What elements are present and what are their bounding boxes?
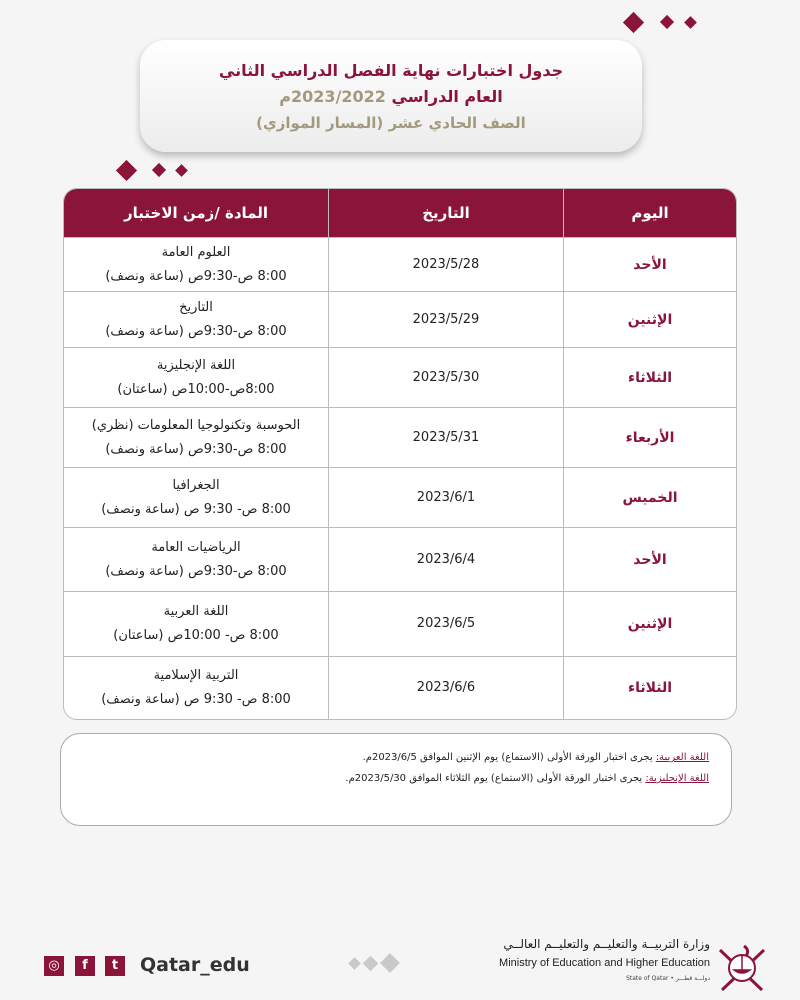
exam-time: 8:00 ص-9:30ص (ساعة ونصف) [105, 441, 287, 457]
cell-date: 2023/6/6 [329, 656, 564, 719]
decor-diamond [175, 164, 188, 177]
note-label: اللغة الإنجليزية: [645, 773, 709, 784]
facebook-icon[interactable]: f [75, 956, 95, 976]
table-row [64, 347, 736, 407]
title: جدول اختبارات نهاية الفصل الدراسي الثاني [218, 61, 564, 80]
instagram-icon[interactable]: ◎ [44, 956, 64, 976]
table-row [64, 467, 736, 527]
exam-time: 8:00 ص- 10:00ص (ساعتان) [113, 628, 279, 643]
subject-name: الحوسبة وتكنولوجيا المعلومات (نظري) [91, 417, 301, 433]
exam-time: 8:00 ص- 9:30 ص (ساعة ونصف) [101, 692, 291, 707]
cell-date: 2023/5/28 [329, 237, 564, 291]
note-text: يجرى اختبار الورقة الأولى (الاستماع) يوم الثلاثاء الموافق 2023/5/30م. [345, 773, 646, 784]
cell-subject [64, 407, 329, 467]
academic-year [140, 84, 642, 110]
cell-date: 2023/6/5 [329, 591, 564, 656]
cell-subject [64, 291, 329, 347]
column-header-day: اليوم [564, 189, 736, 237]
cell-day: الأحد [564, 527, 736, 591]
note-text: يجرى اختبار الورقة الأولى (الاستماع) يوم الإثنين الموافق 2023/6/5م. [362, 752, 656, 763]
table-row [64, 237, 736, 291]
decor-diamond [660, 15, 674, 29]
cell-day: الخميس [564, 467, 736, 527]
decor-diamond [116, 160, 137, 181]
cell-date: 2023/5/31 [329, 407, 564, 467]
subject-name: الرياضيات العامة [151, 539, 241, 555]
note-english [83, 773, 709, 784]
exam-time: 8:00 ص-9:30ص (ساعة ونصف) [105, 323, 287, 339]
cell-date: 2023/5/29 [329, 291, 564, 347]
decor-diamond [380, 953, 400, 973]
decor-diamond [348, 957, 361, 970]
cell-subject [64, 527, 329, 591]
cell-date: 2023/5/30 [329, 347, 564, 407]
exam-time: 8:00 ص-9:30ص (ساعة ونصف) [105, 268, 287, 284]
decor-diamond [623, 12, 644, 33]
cell-subject [64, 591, 329, 656]
twitter-icon[interactable]: t [105, 956, 125, 976]
table-row [64, 656, 736, 719]
cell-day: الأحد [564, 237, 736, 291]
exam-time: 8:00ص-10:00ص (ساعتان) [117, 381, 275, 397]
exam-time: 8:00 ص- 9:30 ص (ساعة ونصف) [101, 501, 291, 517]
column-header-date: التاريخ [329, 189, 564, 237]
cell-day: الإثنين [564, 591, 736, 656]
cell-day: الثلاثاء [564, 656, 736, 719]
decor-diamond [363, 956, 379, 972]
grade: الصف الحادي عشر (المسار الموازي) [256, 114, 526, 132]
decor-diamond [152, 163, 166, 177]
table-row [64, 407, 736, 467]
year-label: العام الدراسي [385, 87, 503, 106]
qatar-emblem-logo [714, 940, 770, 994]
subject-name: التاريخ [179, 299, 213, 315]
subject-name: العلوم العامة [161, 244, 231, 260]
cell-subject [64, 237, 329, 291]
subject-name: اللغة العربية [163, 604, 229, 619]
ministry-name-ar: وزارة التربيــة والتعليــم والتعليــم العالــي [503, 937, 710, 951]
table-row [64, 527, 736, 591]
ministry-name-en: Ministry of Education and Higher Education [499, 957, 710, 969]
cell-subject [64, 347, 329, 407]
cell-date: 2023/6/4 [329, 527, 564, 591]
subject-name: التربية الإسلامية [153, 668, 239, 683]
cell-day: الثلاثاء [564, 347, 736, 407]
cell-day: الإثنين [564, 291, 736, 347]
footer [0, 930, 800, 1000]
cell-subject [64, 467, 329, 527]
subject-name: الجغرافيا [172, 477, 220, 493]
cell-subject [64, 656, 329, 719]
notes-box [60, 733, 732, 826]
decor-diamond [684, 16, 697, 29]
table-row [64, 291, 736, 347]
social-handle: Qatar_edu [140, 954, 250, 976]
cell-day: الأربعاء [564, 407, 736, 467]
exam-time: 8:00 ص-9:30ص (ساعة ونصف) [105, 563, 287, 579]
note-arabic [83, 752, 709, 763]
cell-date: 2023/6/1 [329, 467, 564, 527]
title-card [140, 40, 642, 152]
note-label: اللغة العربية: [655, 752, 709, 763]
column-header-subject: المادة /زمن الاختبار [64, 189, 329, 237]
table-row [64, 591, 736, 656]
exam-schedule-table [63, 188, 737, 720]
subject-name: اللغة الإنجليزية [156, 357, 236, 373]
year-value: 2023/2022م [279, 87, 386, 106]
state-label: State of Qatar • دولـــة قطـــر [626, 975, 710, 982]
